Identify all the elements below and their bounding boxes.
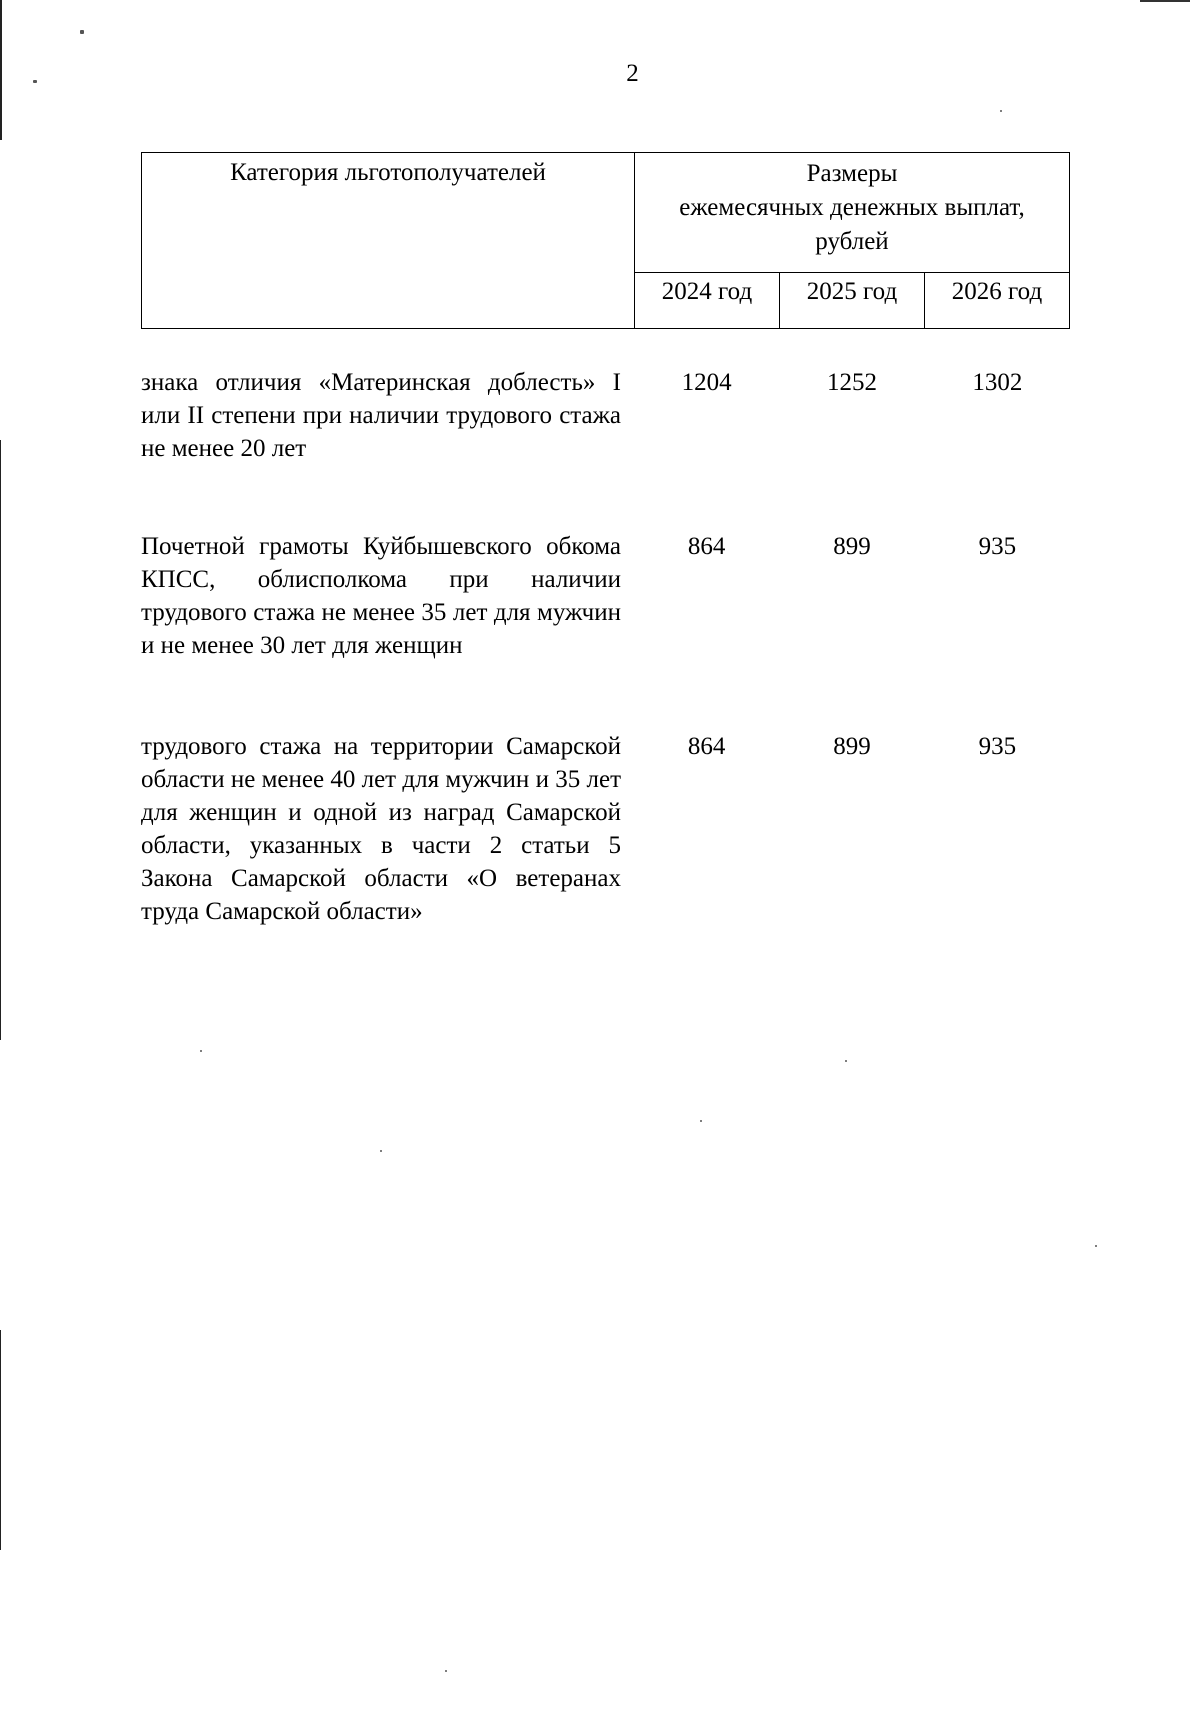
row-values [634,530,1070,563]
scan-top-rule [1140,0,1190,2]
payments-title-line: рублей [815,228,889,255]
scan-speck [80,30,84,34]
scan-speck [380,1150,382,1152]
table-row [141,366,1070,465]
row-category-text: трудового стажа на территории Самарской области не менее 40 лет для мужчин и 35 лет для женщин и одной из наград Самарской области, указанных в части 2 статьи 5 Закона Самарской области «О ветеранах труда Самарской области» [141,733,621,925]
scan-speck [1000,110,1002,112]
table-row [141,530,1070,662]
scan-speck [845,1060,847,1062]
year-2026-header: 2026 год [951,278,1043,305]
page-number: 2 [626,60,639,87]
scan-speck [445,1670,447,1672]
row-category-text: Почетной грамоты Куйбышевского обкома КПСС, облисполкома при наличии трудового стажа не менее 35 лет для мужчин и не менее 30 лет для женщин [141,533,621,659]
value-2024: 864 [687,733,726,760]
payments-title-line: ежемесячных денежных выплат, [679,194,1025,221]
value-2026: 1302 [972,369,1023,396]
value-2025: 899 [833,733,871,760]
scan-speck [1095,1245,1097,1247]
value-2024: 1204 [681,369,732,396]
value-2025: 899 [833,533,871,560]
payments-title [635,157,1069,259]
scan-speck [200,1050,202,1052]
value-2024: 864 [687,533,726,560]
year-header-row [635,272,1069,328]
scan-edge-mark [0,440,1,1040]
row-values [634,366,1070,399]
row-category-text: знака отличия «Материнская доблесть» I или II степени при наличии трудового стажа не менее 20 лет [141,369,621,462]
row-values [634,730,1070,763]
scan-edge-mark [0,1330,1,1550]
value-2026: 935 [978,533,1017,560]
payments-title-line: Размеры [806,160,898,187]
header-payments [635,153,1069,328]
scan-speck [700,1120,702,1122]
year-2025-header: 2025 год [780,273,925,328]
year-2024-header: 2024 год [635,273,780,328]
header-category: Категория льготополучателей [142,153,635,328]
value-2026: 935 [978,733,1017,760]
value-2025: 1252 [826,369,877,396]
table-header [141,152,1070,329]
table-row [141,730,1070,928]
